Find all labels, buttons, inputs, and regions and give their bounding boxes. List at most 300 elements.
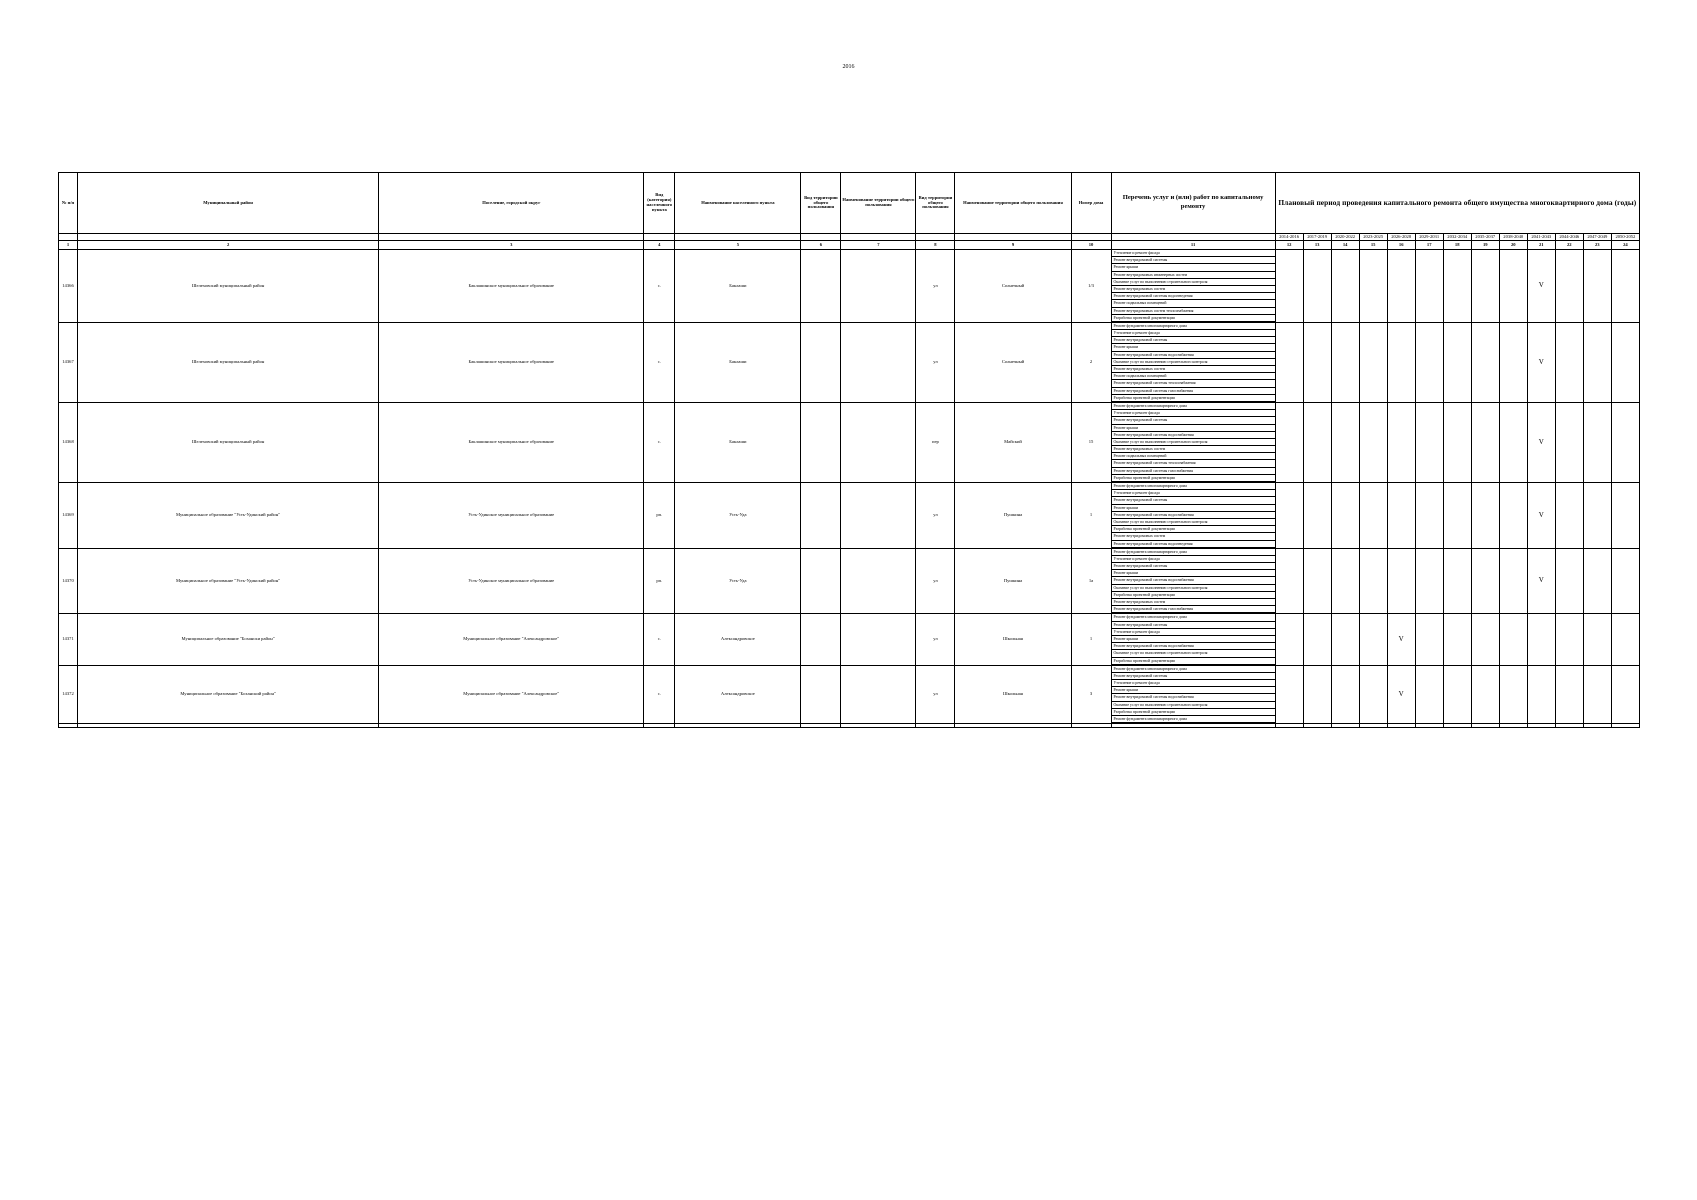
works-list [1111,402,1275,482]
works-list [1111,548,1275,614]
period-cell [1443,483,1471,549]
period-cell [1611,402,1639,482]
work-item: Ремонт фундамента многоквартирного дома [1112,666,1275,673]
header-house-number: Номер дома [1071,173,1111,234]
work-item: Ремонт крыши [1112,570,1275,577]
street-type: ул [916,614,955,665]
territory-type [801,614,841,665]
period-cell [1611,322,1639,402]
street-name: Солнечный [955,250,1071,323]
work-item: Ремонт внутридомовой системы [1112,673,1275,680]
row-number: 14366 [59,250,78,323]
period-cell [1527,250,1555,323]
period-cell [1555,665,1583,724]
locality-name: Александровское [675,614,801,665]
work-item: Утепление и ремонт фасада [1112,629,1275,636]
period-cell [1555,483,1583,549]
row-number: 14372 [59,665,78,724]
street-type: пер [916,402,955,482]
period-cell [1527,548,1555,614]
period-cell [1275,483,1303,549]
work-item: Ремонт внутридомовой системы теплоснабжения [1112,380,1275,387]
work-item: Ремонт внутридомовой системы [1112,563,1275,570]
settlement-name: Баклашинское муниципальное образование [379,402,644,482]
period-cell [1555,322,1583,402]
work-item: Ремонт внутридомовой системы теплоснабжения [1112,460,1275,467]
work-item: Оказание услуг по выполнению строительного контроля [1112,359,1275,366]
table-row [59,250,1640,323]
work-item: Оказание услуг по выполнению строительного контроля [1112,650,1275,657]
period-cell [1275,250,1303,323]
work-item: Оказание услуг по выполнению строительного контроля [1112,439,1275,446]
work-item: Ремонт крыши [1112,636,1275,643]
settlement-name: Усть-Удинское муниципальное образование [379,548,644,614]
work-item: Ремонт крыши [1112,264,1275,271]
work-item: Ремонт фундамента многоквартирного дома [1112,614,1275,621]
period-cell [1331,483,1359,549]
year-header: 2020-2022 [1331,234,1359,241]
column-number-row [59,241,1640,250]
period-cell [1331,322,1359,402]
period-cell [1499,614,1527,665]
year-header: 2050-2052 [1611,234,1639,241]
street-name: Пушкина [955,483,1071,549]
year-header: 2017-2019 [1303,234,1331,241]
period-cell [1303,665,1331,724]
table-row [59,483,1640,549]
period-cell [1471,548,1499,614]
district-name: Муниципальное образование "Бохански район" [78,614,379,665]
period-cell [1583,322,1611,402]
work-item: Ремонт крыши [1112,687,1275,694]
district-name: Муниципальное образование "Боханский район" [78,665,379,724]
district-name: Шелеховский муниципальный район [78,402,379,482]
district-name: Муниципальное образование "Усть-Удинский район" [78,548,379,614]
settlement-name: Баклашинское муниципальное образование [379,250,644,323]
territory-type [801,322,841,402]
locality-name: Александровское [675,665,801,724]
locality-name: Усть-Уда [675,483,801,549]
work-item: Оказание услуг по выполнению строительного контроля [1112,519,1275,526]
work-item: Ремонт внутридомовых инженерных систем [1112,272,1275,279]
house-number: 2 [1071,322,1111,402]
period-cell [1555,614,1583,665]
period-cell [1415,322,1443,402]
work-item: Утепление и ремонт фасада [1112,680,1275,687]
planned-mark: V [1538,510,1544,519]
street-type: ул [916,483,955,549]
works-list [1111,250,1275,323]
period-cell [1387,614,1415,665]
work-item: Оказание услуг по выполнению строительного контроля [1112,585,1275,592]
period-cell [1275,548,1303,614]
column-number: 18 [1443,241,1471,250]
street-name: Солнечный [955,322,1071,402]
period-cell [1443,614,1471,665]
settlement-name: Усть-Удинское муниципальное образование [379,483,644,549]
locality-name: Баклаши [675,322,801,402]
year-header: 2026-2028 [1387,234,1415,241]
period-cell [1611,665,1639,724]
locality-name: Усть-Уда [675,548,801,614]
locality-name: Баклаши [675,402,801,482]
period-cell [1471,665,1499,724]
period-cell [1387,483,1415,549]
period-cell [1499,483,1527,549]
period-cell [1611,250,1639,323]
column-number: 23 [1583,241,1611,250]
header-locality-type: Вид (категория) населенного пункта [644,173,675,234]
period-cell [1331,548,1359,614]
house-number: 1 [1071,614,1111,665]
year-header: 2029-2031 [1415,234,1443,241]
period-cell [1471,614,1499,665]
column-number: 15 [1359,241,1387,250]
period-cell [1303,250,1331,323]
header-locality-name: Наименование населенного пункта [675,173,801,234]
year-header: 2047-2049 [1583,234,1611,241]
header-row [59,173,1640,234]
work-item: Ремонт фундамента многоквартирного дома [1112,549,1275,556]
district-name: Муниципальное образование "Усть-Удинский район" [78,483,379,549]
territory-name [841,402,916,482]
period-cell [1275,322,1303,402]
house-number: 1а [1071,548,1111,614]
work-item: Ремонт внутридомовых систем [1112,533,1275,540]
period-cell [1303,614,1331,665]
territory-type [801,665,841,724]
territory-type [801,402,841,482]
settlement-name: Муниципальное образование "Александровское" [379,665,644,724]
house-number: 3 [1071,665,1111,724]
work-item: Ремонт внутридомовой системы водоснабжения [1112,512,1275,519]
street-name: Школьная [955,614,1071,665]
work-item: Оказание услуг по выполнению строительного контроля [1112,279,1275,286]
work-item: Разработка проектной документации [1112,526,1275,533]
column-number: 9 [955,241,1071,250]
district-name: Шелеховский муниципальный район [78,322,379,402]
period-cell [1359,548,1387,614]
work-item: Ремонт фундамента многоквартирного дома [1112,403,1275,410]
work-item: Ремонт крыши [1112,505,1275,512]
period-cell [1583,483,1611,549]
period-cell [1303,322,1331,402]
work-item: Ремонт подвальных помещений [1112,453,1275,460]
period-cell [1415,402,1443,482]
period-cell [1499,548,1527,614]
column-number: 16 [1387,241,1415,250]
year-header: 2032-2034 [1443,234,1471,241]
period-cell [1471,483,1499,549]
work-item: Ремонт фундамента многоквартирного дома [1112,716,1275,723]
district-name: Шелеховский муниципальный район [78,250,379,323]
works-list [1111,665,1275,724]
period-cell [1331,250,1359,323]
work-item: Разработка проектной документации [1112,658,1275,665]
column-number: 19 [1471,241,1499,250]
work-item: Ремонт фундамента многоквартирного дома [1112,483,1275,490]
work-item: Утепление и ремонт фасада [1112,556,1275,563]
period-cell [1527,614,1555,665]
planned-mark: V [1538,357,1544,366]
period-cell [1359,614,1387,665]
period-cell [1499,322,1527,402]
header-street-type: Вид территории общего пользования [916,173,955,234]
column-number: 11 [1111,241,1275,250]
period-cell [1583,665,1611,724]
column-number: 5 [675,241,801,250]
locality-name: Баклаши [675,250,801,323]
work-item: Ремонт внутридомовой системы газоснабжения [1112,468,1275,475]
table-row [59,322,1640,402]
column-number: 10 [1071,241,1111,250]
territory-name [841,665,916,724]
works-list [1111,614,1275,665]
period-cell [1387,250,1415,323]
work-item: Ремонт внутридомовой системы водоотведения [1112,293,1275,300]
work-item: Ремонт внутридомовой системы [1112,622,1275,629]
year-header: 2023-2025 [1359,234,1387,241]
work-item: Ремонт внутридомовой системы водоснабжения [1112,643,1275,650]
territory-type [801,250,841,323]
period-cell [1415,548,1443,614]
period-cell [1499,402,1527,482]
period-cell [1331,614,1359,665]
locality-type: рп. [644,548,675,614]
work-item: Оказание услуг по выполнению строительного контроля [1112,702,1275,709]
year-header: 2014-2016 [1275,234,1303,241]
locality-type: с. [644,322,675,402]
territory-type [801,548,841,614]
locality-type: рп. [644,483,675,549]
period-cell [1499,250,1527,323]
street-type: ул [916,665,955,724]
locality-type: с. [644,665,675,724]
work-item: Утепление и ремонт фасада [1112,330,1275,337]
header-planned-period: Плановый период проведения капитального ремонта общего имущества многоквартирного дома (годы) [1275,173,1639,234]
column-number: 2 [78,241,379,250]
header-territory-type: Вид территории общего пользования [801,173,841,234]
period-cell [1471,250,1499,323]
row-number: 14371 [59,614,78,665]
period-cell [1555,548,1583,614]
house-number: 1 [1071,483,1111,549]
table-row [59,665,1640,724]
period-cell [1387,665,1415,724]
period-cell [1527,402,1555,482]
street-type: ул [916,548,955,614]
work-item: Ремонт подвальных помещений [1112,373,1275,380]
work-item: Разработка проектной документации [1112,395,1275,402]
work-item: Разработка проектной документации [1112,592,1275,599]
work-item: Ремонт внутридомовой системы газоснабжения [1112,606,1275,613]
period-cell [1275,665,1303,724]
period-cell [1443,402,1471,482]
period-cell [1583,614,1611,665]
header-district: Муниципальный район [78,173,379,234]
territory-name [841,548,916,614]
planned-mark: V [1398,689,1404,698]
territory-name [841,483,916,549]
period-cell [1303,483,1331,549]
period-cell [1359,665,1387,724]
period-cell [1359,250,1387,323]
works-list [1111,322,1275,402]
house-number: 15 [1071,402,1111,482]
partial-row [59,724,1640,728]
period-cell [1583,250,1611,323]
table-row [59,614,1640,665]
period-cell [1415,250,1443,323]
row-number: 14368 [59,402,78,482]
period-cell [1303,548,1331,614]
period-cell [1443,548,1471,614]
period-cell [1583,548,1611,614]
work-item: Ремонт подвальных помещений [1112,300,1275,307]
work-item: Утепление и ремонт фасада [1112,490,1275,497]
period-cell [1499,665,1527,724]
year-header: 2035-2037 [1471,234,1499,241]
work-item: Ремонт фундамента многоквартирного дома [1112,323,1275,330]
column-number: 12 [1275,241,1303,250]
planned-mark: V [1538,576,1544,585]
period-cell [1415,483,1443,549]
work-item: Ремонт внутридомовой системы газоснабжения [1112,388,1275,395]
column-number: 17 [1415,241,1443,250]
column-number: 6 [801,241,841,250]
house-number: 1/3 [1071,250,1111,323]
period-cell [1611,548,1639,614]
planned-mark: V [1538,281,1544,290]
territory-name [841,322,916,402]
work-item: Ремонт внутридомовых систем [1112,286,1275,293]
work-item: Ремонт внутридомовых систем [1112,446,1275,453]
column-number: 8 [916,241,955,250]
locality-type: с. [644,614,675,665]
period-cell [1555,402,1583,482]
period-cell [1331,402,1359,482]
work-item: Ремонт внутридомовой системы водоснабжения [1112,577,1275,584]
period-cell [1275,614,1303,665]
column-number: 24 [1611,241,1639,250]
street-type: ул [916,250,955,323]
works-list [1111,483,1275,549]
period-cell [1275,402,1303,482]
period-cell [1303,402,1331,482]
column-number: 1 [59,241,78,250]
work-item: Утепление и ремонт фасада [1112,250,1275,257]
period-cell [1527,665,1555,724]
work-item: Ремонт внутридомовой системы водоотведения [1112,541,1275,548]
header-works-list: Перечень услуг и (или) работ по капитальному ремонту [1111,173,1275,234]
period-cell [1387,548,1415,614]
work-item: Ремонт внутридомовой системы [1112,257,1275,264]
column-number: 7 [841,241,916,250]
period-cell [1611,614,1639,665]
period-cell [1527,322,1555,402]
work-item: Ремонт внутридомовой системы водоснабжения [1112,694,1275,701]
row-number: 14369 [59,483,78,549]
work-item: Ремонт внутридомовой системы водоснабжения [1112,432,1275,439]
column-number: 14 [1331,241,1359,250]
street-name: Школьная [955,665,1071,724]
period-cell [1359,322,1387,402]
period-cell [1583,402,1611,482]
header-number: № п/п [59,173,78,234]
street-type: ул [916,322,955,402]
page-number: 2016 [842,64,855,70]
column-number: 13 [1303,241,1331,250]
territory-type [801,483,841,549]
work-item: Ремонт внутридомовой системы [1112,337,1275,344]
period-cell [1415,665,1443,724]
street-name: Пушкина [955,548,1071,614]
territory-name [841,250,916,323]
period-cell [1387,402,1415,482]
year-header: 2041-2043 [1527,234,1555,241]
header-settlement: Поселение, городской округ [379,173,644,234]
period-cell [1611,483,1639,549]
header-territory-name: Наименование территории общего пользования [841,173,916,234]
period-cell [1387,322,1415,402]
period-cell [1443,250,1471,323]
header-street-name: Наименование территории общего пользования [955,173,1071,234]
period-cell [1471,402,1499,482]
column-number: 4 [644,241,675,250]
work-item: Разработка проектной документации [1112,475,1275,482]
column-number: 22 [1555,241,1583,250]
settlement-name: Баклашинское муниципальное образование [379,322,644,402]
street-name: Майский [955,402,1071,482]
work-item: Ремонт внутридомовой системы [1112,497,1275,504]
column-number: 21 [1527,241,1555,250]
table-row [59,402,1640,482]
work-item: Ремонт внутридомовых систем [1112,599,1275,606]
work-item: Разработка проектной документации [1112,709,1275,716]
work-item: Ремонт внутридомовых систем [1112,366,1275,373]
locality-type: с. [644,402,675,482]
period-cell [1555,250,1583,323]
settlement-name: Муниципальное образование "Александровское" [379,614,644,665]
work-item: Ремонт внутридомовой системы водоснабжения [1112,352,1275,359]
capital-repair-table [58,172,1640,728]
row-number: 14370 [59,548,78,614]
period-cell [1415,614,1443,665]
period-cell [1359,402,1387,482]
period-cell [1359,483,1387,549]
planned-mark: V [1538,437,1544,446]
year-header: 2044-2046 [1555,234,1583,241]
period-cell [1527,483,1555,549]
work-item: Ремонт внутридомовой системы [1112,417,1275,424]
period-cell [1471,322,1499,402]
period-cell [1331,665,1359,724]
column-number: 20 [1499,241,1527,250]
locality-type: с. [644,250,675,323]
work-item: Ремонт крыши [1112,425,1275,432]
work-item: Разработка проектной документации [1112,315,1275,322]
period-cell [1443,322,1471,402]
table-row [59,548,1640,614]
row-number: 14367 [59,322,78,402]
year-row [59,234,1640,241]
column-number: 3 [379,241,644,250]
work-item: Ремонт крыши [1112,344,1275,351]
year-header: 2038-2040 [1499,234,1527,241]
work-item: Ремонт внутридомовых систем теплоснабжения [1112,308,1275,315]
period-cell [1443,665,1471,724]
work-item: Утепление и ремонт фасада [1112,410,1275,417]
